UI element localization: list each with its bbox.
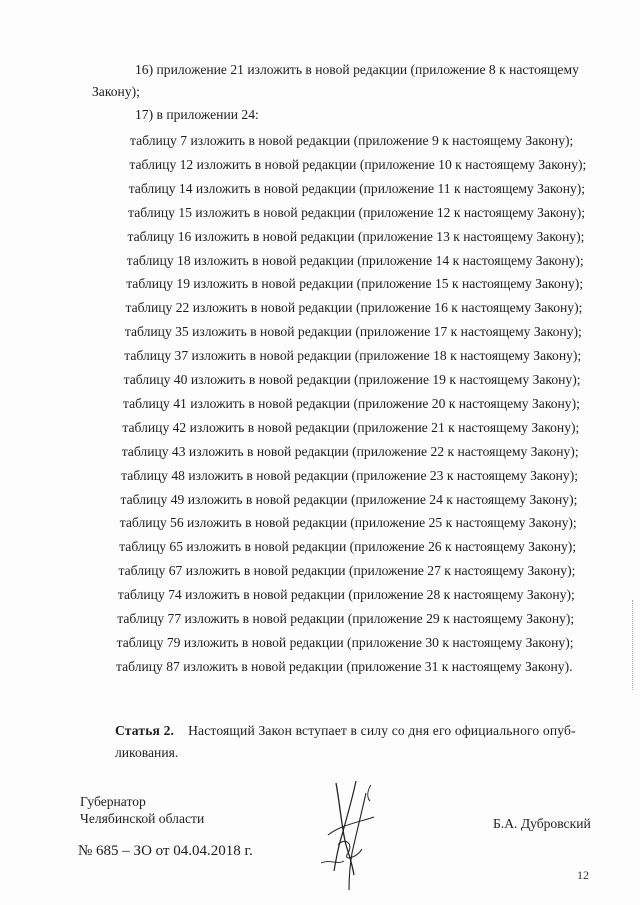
article-2-text-1: Настоящий Закон вступает в силу со дня его официального опуб- xyxy=(188,723,576,738)
table-item: таблицу 16 изложить в новой редакции (приложение 13 к настоящему Закону); xyxy=(127,228,585,244)
governor-title-line-1: Губернатор xyxy=(80,794,146,809)
scan-edge-marks xyxy=(632,600,635,690)
table-item: таблицу 48 изложить в новой редакции (приложение 23 к настоящему Закону); xyxy=(121,467,578,483)
table-item: таблицу 18 изложить в новой редакции (приложение 14 к настоящему Закону); xyxy=(126,252,584,268)
table-item: таблицу 87 изложить в новой редакции (приложение 31 к настоящему Закону). xyxy=(116,658,573,674)
table-item: таблицу 15 изложить в новой редакции (приложение 12 к настоящему Закону); xyxy=(128,204,585,220)
governor-title xyxy=(80,793,204,827)
article-2-label: Статья 2. xyxy=(115,723,175,738)
table-item: таблицу 79 изложить в новой редакции (приложение 30 к настоящему Закону); xyxy=(116,634,574,650)
item-17: 17) в приложении 24: xyxy=(135,107,259,122)
governor-name: Б.А. Дубровский xyxy=(493,816,591,831)
table-item: таблицу 67 изложить в новой редакции (приложение 27 к настоящему Закону); xyxy=(118,563,576,579)
table-item: таблицу 56 изложить в новой редакции (приложение 25 к настоящему Закону); xyxy=(119,515,577,531)
law-number: № 685 – ЗО от 04.04.2018 г. xyxy=(78,843,253,859)
table-item: таблицу 74 изложить в новой редакции (приложение 28 к настоящему Закону); xyxy=(117,587,575,603)
table-item: таблицу 65 изложить в новой редакции (приложение 26 к настоящему Закону); xyxy=(119,539,577,555)
article-2-text-2: ликования. xyxy=(115,745,179,760)
page-number: 12 xyxy=(577,868,589,882)
table-item: таблицу 14 изложить в новой редакции (приложение 11 к настоящему Закону); xyxy=(128,180,586,196)
table-item: таблицу 41 изложить в новой редакции (приложение 20 к настоящему Закону); xyxy=(123,395,580,411)
item-16-line-2: Закону); xyxy=(92,84,140,99)
table-item: таблицу 7 изложить в новой редакции (приложение 9 к настоящему Закону); xyxy=(130,133,574,148)
item-16-line-1: 16) приложение 21 изложить в новой редакции (приложение 8 к настоящему xyxy=(135,62,579,77)
table-item: таблицу 22 изложить в новой редакции (приложение 16 к настоящему Закону); xyxy=(125,300,583,316)
handwritten-signature xyxy=(316,775,386,895)
table-item: таблицу 12 изложить в новой редакции (приложение 10 к настоящему Закону); xyxy=(129,156,587,172)
table-item: таблицу 35 изложить в новой редакции (приложение 17 к настоящему Закону); xyxy=(124,324,582,340)
article-2 xyxy=(115,720,595,760)
article-2-line-1 xyxy=(115,720,595,742)
table-item: таблицу 37 изложить в новой редакции (приложение 18 к настоящему Закону); xyxy=(124,348,582,364)
table-item: таблицу 49 изложить в новой редакции (приложение 24 к настоящему Закону); xyxy=(120,491,578,507)
table-item: таблицу 42 изложить в новой редакции (приложение 21 к настоящему Закону); xyxy=(122,419,580,435)
table-item: таблицу 40 изложить в новой редакции (приложение 19 к настоящему Закону); xyxy=(123,372,581,387)
governor-title-line-2: Челябинской области xyxy=(80,811,205,826)
table-item: таблицу 19 изложить в новой редакции (приложение 15 к настоящему Закону); xyxy=(126,276,584,292)
table-item: таблицу 77 изложить в новой редакции (приложение 29 к настоящему Закону); xyxy=(117,611,575,626)
table-item: таблицу 43 изложить в новой редакции (приложение 22 к настоящему Закону); xyxy=(121,443,579,459)
